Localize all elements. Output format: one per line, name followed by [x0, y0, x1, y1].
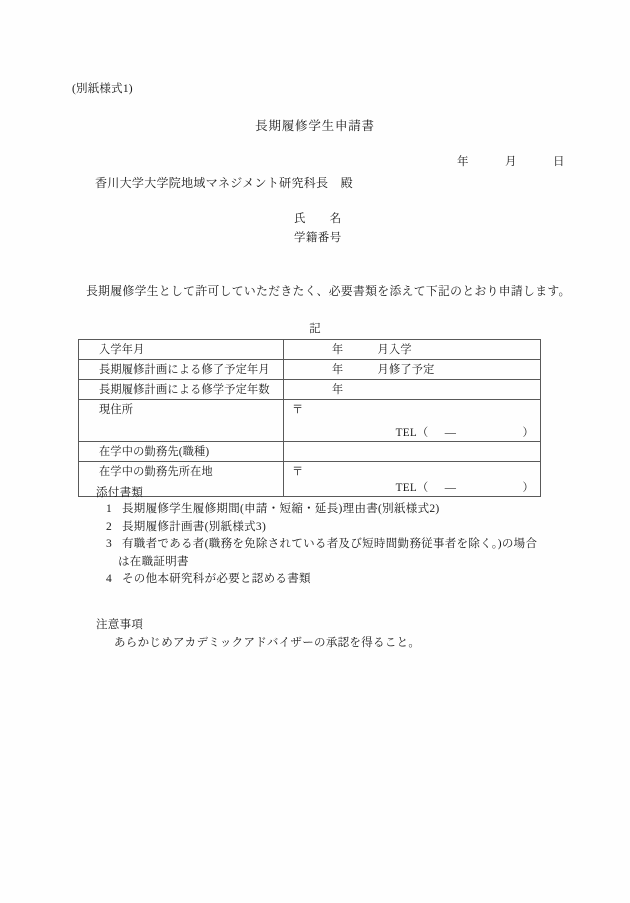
table-row	[79, 380, 541, 400]
attachments-heading: 添付書類	[96, 487, 144, 499]
list-item-label: 有職者である者(職務を免除されている者及び短時間勤務従事者を除く。)の場合	[122, 538, 538, 550]
notes-heading: 注意事項	[96, 619, 144, 631]
row-label-cell	[79, 442, 284, 462]
table-row	[79, 360, 541, 380]
label-workplace-address: 在学中の勤務先所在地	[99, 466, 213, 478]
value-current-address	[284, 400, 540, 441]
value-workplace-address	[284, 462, 540, 496]
current-address-tel-field[interactable]	[396, 424, 534, 440]
table-body	[79, 340, 541, 497]
list-item-number: 4	[106, 573, 113, 585]
row-label-cell	[79, 340, 284, 360]
row-label-cell	[79, 360, 284, 380]
list-item-number: 3	[106, 538, 113, 550]
student-id-label: 学籍番号	[294, 232, 342, 244]
tel-suffix: ）	[522, 482, 534, 494]
table-row	[79, 400, 541, 442]
form-code-label: (別紙様式1)	[72, 83, 133, 95]
row-value-cell[interactable]	[284, 380, 541, 400]
list-item	[96, 571, 566, 589]
tel-prefix: TEL（	[395, 482, 429, 494]
row-value-cell[interactable]	[284, 340, 541, 360]
label-workplace-occupation: 在学中の勤務先(職種)	[99, 446, 210, 458]
request-statement: 長期履修学生として許可していただきたく、必要書類を添えて下記のとおり申請します。	[86, 284, 571, 298]
list-item-number: 2	[106, 520, 113, 533]
table-row	[79, 462, 541, 497]
date-line: 年 月 日	[457, 156, 565, 168]
label-planned-completion-year-month: 長期履修計画による修了予定年月	[99, 364, 270, 376]
list-item	[96, 536, 566, 554]
table-row	[79, 340, 541, 360]
application-details-table	[78, 339, 541, 497]
row-value-cell[interactable]	[284, 360, 541, 380]
ki-heading: 記	[309, 323, 321, 335]
label-enrollment-year-month: 入学年月	[99, 344, 145, 356]
workplace-tel-field[interactable]	[396, 479, 534, 495]
tel-dash: —	[444, 482, 457, 494]
row-value-cell[interactable]	[284, 400, 541, 442]
value-workplace-occupation	[284, 442, 540, 445]
list-item-label: 長期履修学生履修期間(申請・短縮・延長)理由書(別紙様式2)	[122, 503, 440, 515]
tel-prefix: TEL（	[395, 427, 429, 439]
list-item	[96, 519, 566, 537]
list-item-label: その他本研究科が必要と認める書類	[122, 573, 311, 585]
postal-mark-icon: 〒	[292, 404, 304, 416]
addressee-line: 香川大学大学院地域マネジメント研究科長 殿	[95, 176, 353, 190]
applicant-name-label: 氏 名	[294, 213, 342, 225]
postal-mark-icon: 〒	[292, 466, 304, 478]
attachments-list	[96, 501, 566, 589]
tel-dash: —	[444, 427, 457, 439]
list-item-label: 長期履修計画書(別紙様式3)	[122, 520, 267, 533]
row-value-cell[interactable]	[284, 442, 541, 462]
table-row	[79, 442, 541, 462]
value-enrollment-year-month: 年 月入学	[332, 344, 412, 356]
label-planned-study-years: 長期履修計画による修学予定年数	[99, 384, 270, 396]
notes-body-text: あらかじめアカデミックアドバイザーの承認を得ること。	[114, 637, 421, 649]
tel-suffix: ）	[522, 427, 534, 439]
value-planned-completion-year-month: 年 月修了予定	[332, 364, 435, 376]
value-planned-study-years: 年	[332, 384, 344, 396]
row-label-cell	[79, 380, 284, 400]
list-item-number: 1	[106, 503, 113, 515]
label-current-address: 現住所	[99, 404, 134, 416]
row-value-cell[interactable]	[284, 462, 541, 497]
row-label-cell	[79, 400, 284, 442]
list-item-continuation: は在職証明書	[118, 555, 189, 568]
page-title: 長期履修学生申請書	[255, 119, 375, 133]
list-item	[96, 501, 566, 519]
applicant-identity-block	[294, 210, 342, 248]
